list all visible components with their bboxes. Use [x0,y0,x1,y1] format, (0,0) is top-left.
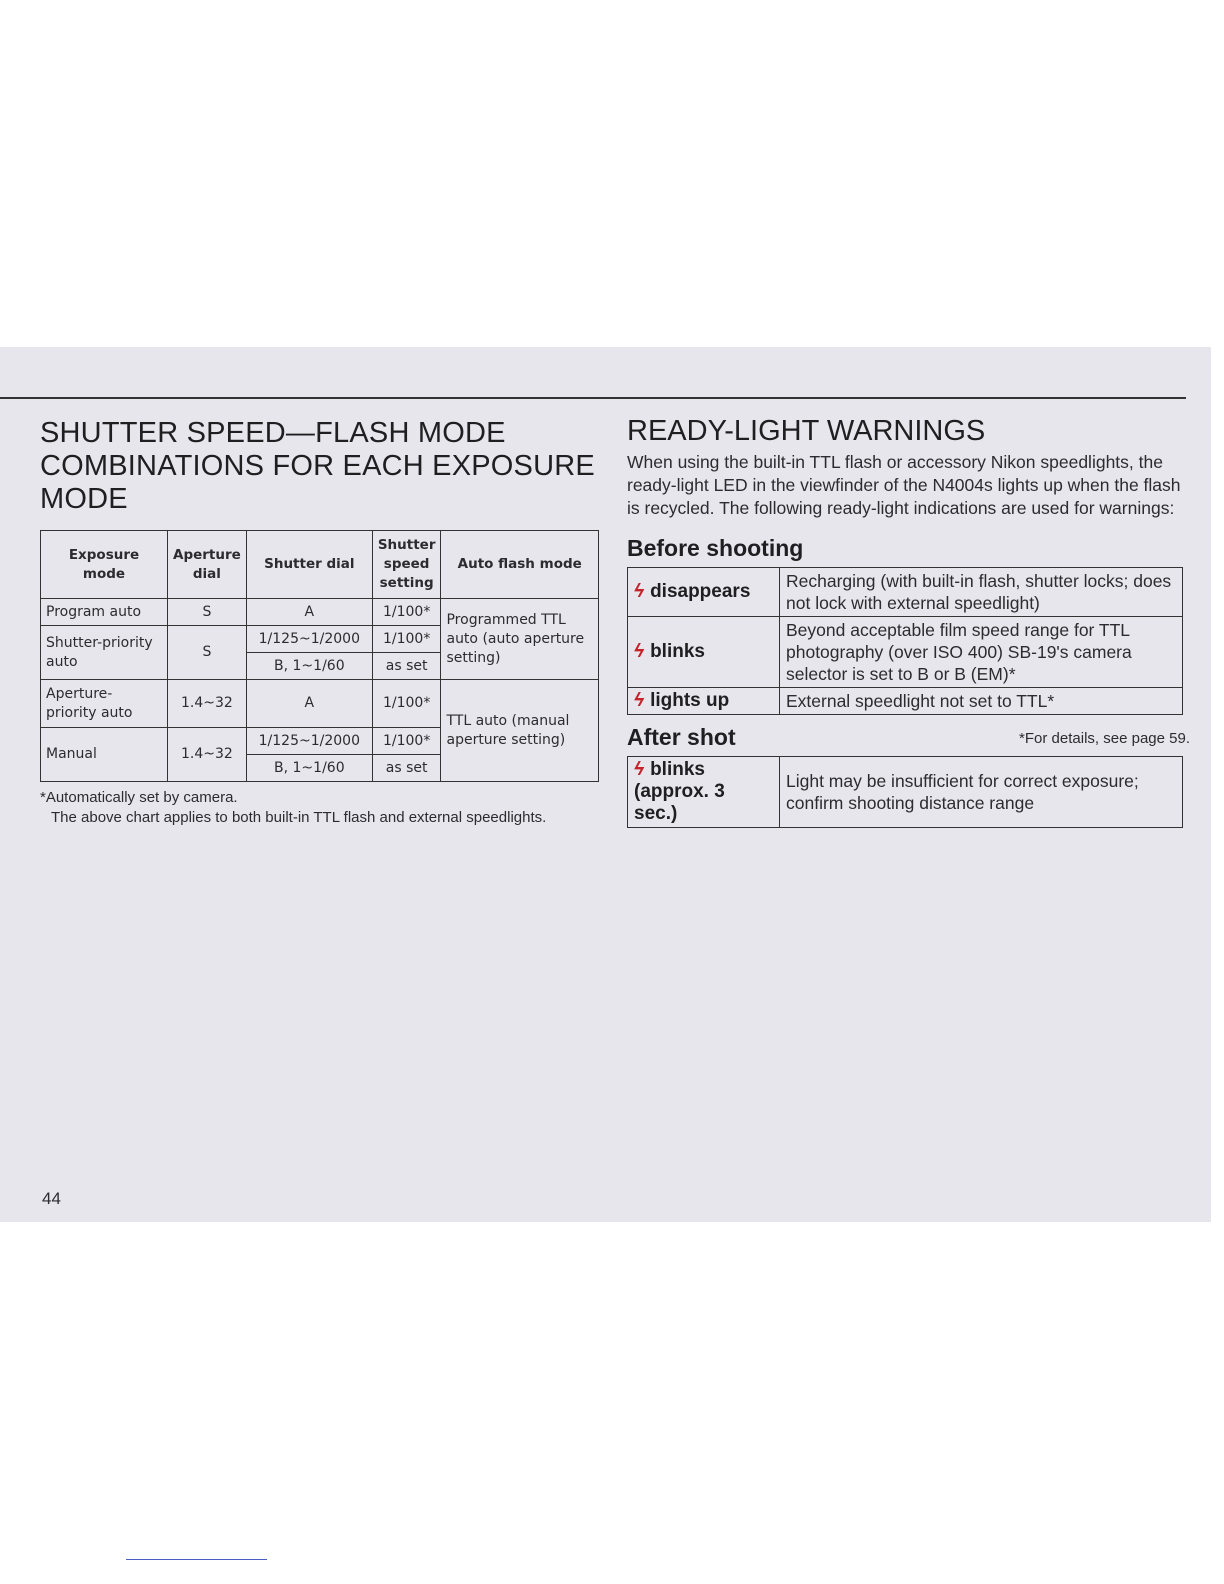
table-row [41,599,599,626]
table-row [628,568,1183,617]
flash-icon: ϟ [634,581,645,602]
flash-icon: ϟ [634,690,645,711]
col-header-auto-flash-mode: Auto flash mode [441,531,599,599]
footnote-asterisk: *Automatically set by camera. [40,789,238,806]
warning-key [628,688,780,715]
warning-key [628,568,780,617]
table-row [628,617,1183,688]
cell-shutter: A [246,680,372,728]
cell-speed: as set [372,653,441,680]
cell-aperture: 1.4~32 [168,680,247,728]
title-line-1: SHUTTER SPEED—FLASH MODE [40,417,506,449]
flash-icon: ϟ [634,759,645,780]
exposure-mode-table [40,530,599,782]
cell-speed: 1/100* [372,680,441,728]
cell-mode: Aperture-priority auto [41,680,168,728]
cell-shutter: B, 1~1/60 [246,653,372,680]
cell-mode: Program auto [41,599,168,626]
cell-flash-mode-programmed: Programmed TTL auto (auto aperture setting) [441,599,599,680]
table-footnote [40,788,600,828]
left-column [40,417,600,828]
cell-aperture: S [168,626,247,680]
top-rule [0,397,1186,399]
title-line-3: MODE [40,483,128,515]
cell-shutter: 1/125~1/2000 [246,626,372,653]
table-row [41,680,599,728]
col-header-aperture-dial: Aperture dial [168,531,247,599]
section-title-combinations [40,417,600,516]
cell-mode: Shutter-priority auto [41,626,168,680]
warning-key-label: lights up [650,690,730,711]
warning-key [628,617,780,688]
warning-key-duration: (approx. 3 sec.) [634,781,725,824]
title-line-2: COMBINATIONS FOR EACH EXPOSURE [40,450,595,482]
cell-speed: as set [372,755,441,782]
right-column [627,415,1190,828]
warning-key-label: disappears [650,581,751,602]
after-shot-header [627,723,1190,751]
warning-key [628,757,780,828]
cell-aperture: 1.4~32 [168,728,247,782]
heading-before-shooting: Before shooting [627,535,804,561]
heading-after-shot: After shot [627,724,736,750]
flash-icon: ϟ [634,641,645,662]
warning-description: Recharging (with built-in flash, shutter locks; does not lock with external speedlight) [780,568,1183,617]
intro-paragraph: When using the built-in TTL flash or accessory Nikon speedlights, the ready-light LED in the viewfinder of the N4004s lights up when the flash is recycled. The following ready-light indications are used for warnings: [627,452,1181,518]
cell-shutter: 1/125~1/2000 [246,728,372,755]
footnote-text: The above chart applies to both built-in TTL flash and external speedlights. [51,809,547,826]
cell-speed: 1/100* [372,599,441,626]
cell-speed: 1/100* [372,626,441,653]
page-number: 44 [42,1189,61,1208]
col-header-shutter-dial: Shutter dial [246,531,372,599]
cell-shutter: B, 1~1/60 [246,755,372,782]
manual-page [0,347,1211,1222]
warning-description: External speedlight not set to TTL* [780,688,1183,715]
cell-shutter: A [246,599,372,626]
col-header-shutter-speed: Shutter speed setting [372,531,441,599]
warning-description: Light may be insufficient for correct exposure; confirm shooting distance range [780,757,1183,828]
details-note: *For details, see page 59. [1019,730,1190,747]
section-title-ready-light: READY-LIGHT WARNINGS [627,415,986,447]
warning-key-label: blinks [650,641,705,662]
link-underline [126,1559,267,1560]
cell-aperture: S [168,599,247,626]
warning-description: Beyond acceptable film speed range for TTL photography (over ISO 400) SB-19's camera selector is set to B or B (EM)* [780,617,1183,688]
table-row [628,757,1183,828]
after-shot-table [627,756,1183,828]
cell-mode: Manual [41,728,168,782]
before-shooting-table [627,567,1183,715]
cell-flash-mode-ttl: TTL auto (manual aperture setting) [441,680,599,782]
col-header-exposure-mode: Exposure mode [41,531,168,599]
warning-key-label: blinks [650,759,705,780]
cell-speed: 1/100* [372,728,441,755]
table-row [628,688,1183,715]
table-header-row [41,531,599,599]
